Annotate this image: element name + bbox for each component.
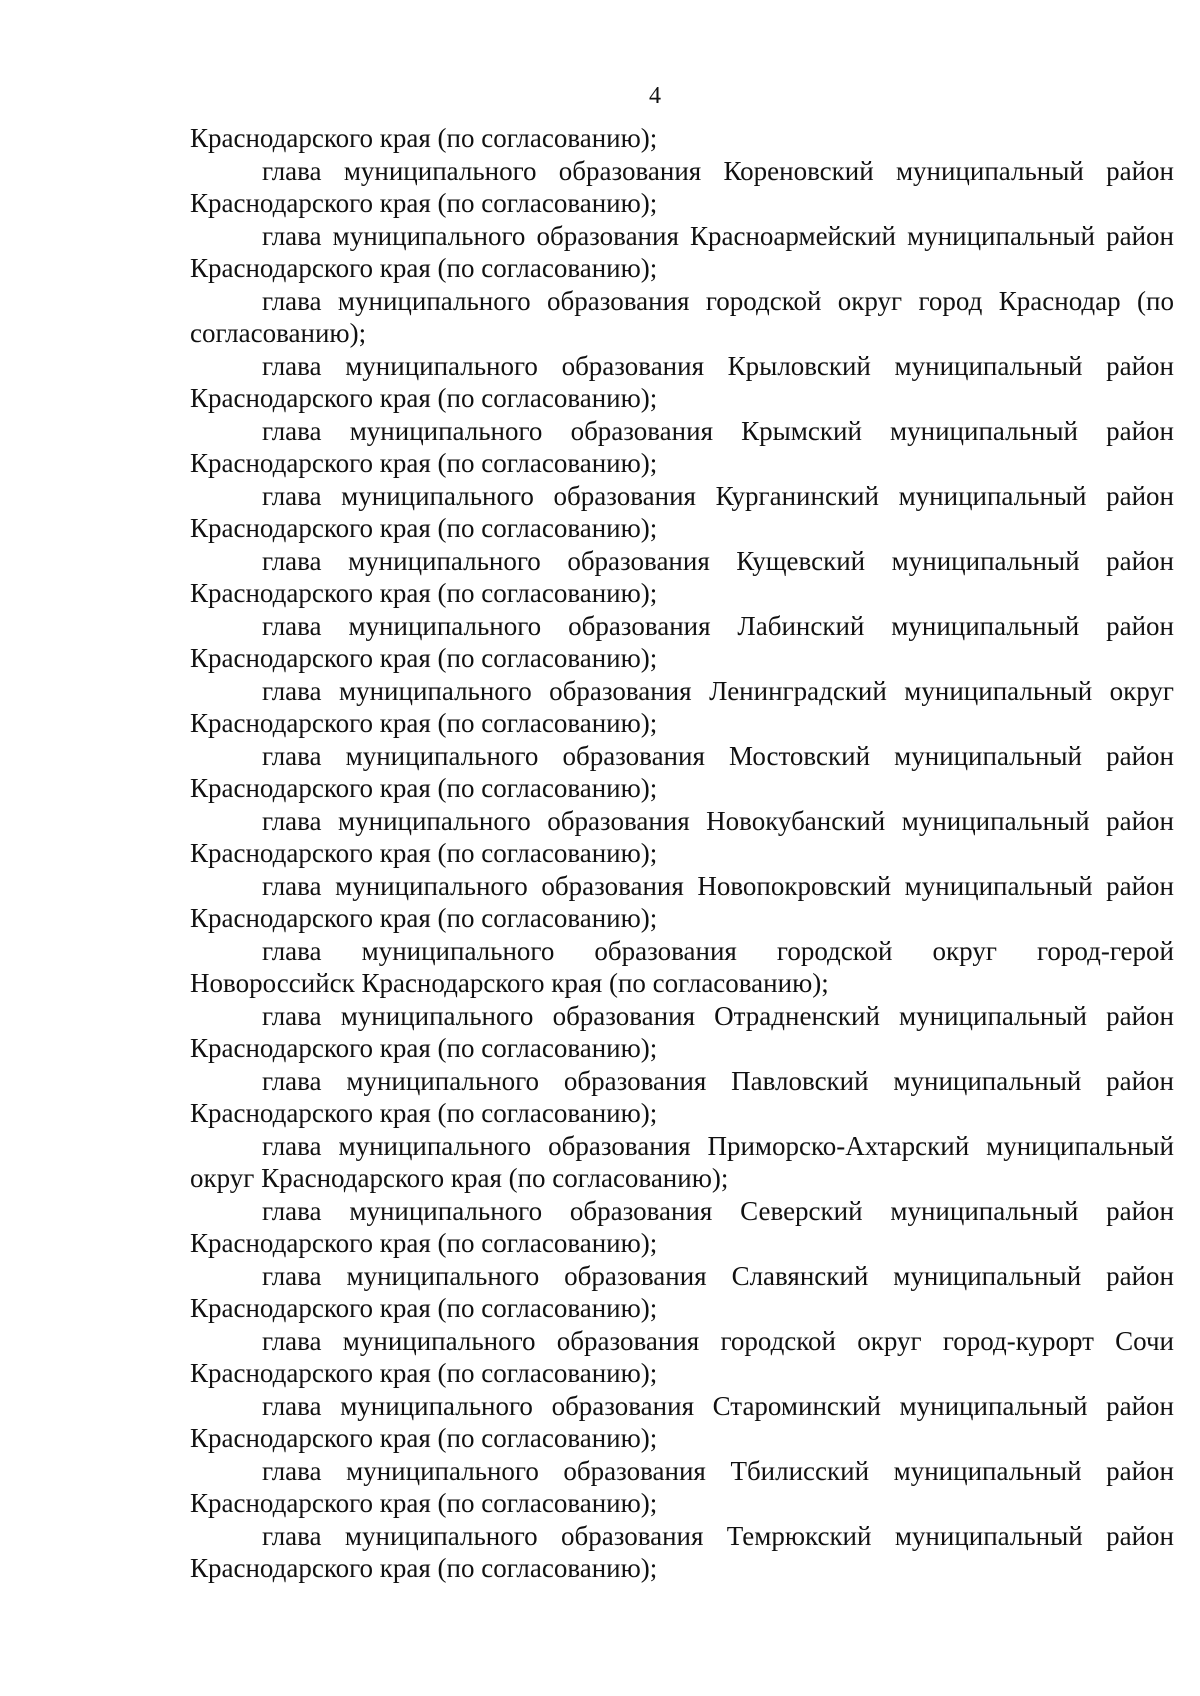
list-item: глава муниципального образования Крыловский муниципальный район Краснодарского края (по согласованию);: [190, 350, 1174, 413]
list-item: глава муниципального образования Красноармейский муниципальный район Краснодарского края (по согласованию);: [190, 220, 1174, 283]
list-item: глава муниципального образования Тбилисский муниципальный район Краснодарского края (по согласованию);: [190, 1455, 1174, 1518]
list-item: глава муниципального образования Крымский муниципальный район Краснодарского края (по согласованию);: [190, 415, 1174, 478]
list-item: глава муниципального образования Курганинский муниципальный район Краснодарского края (по согласованию);: [190, 480, 1174, 543]
list-item: глава муниципального образования Отрадненский муниципальный район Краснодарского края (по согласованию);: [190, 1000, 1174, 1063]
list-item: глава муниципального образования Приморско-Ахтарский муниципальный округ Краснодарского края (по согласованию);: [190, 1130, 1174, 1193]
list-item: глава муниципального образования Павловский муниципальный район Краснодарского края (по согласованию);: [190, 1065, 1174, 1128]
list-item: глава муниципального образования Славянский муниципальный район Краснодарского края (по согласованию);: [190, 1260, 1174, 1323]
list-item: глава муниципального образования Кущевский муниципальный район Краснодарского края (по согласованию);: [190, 545, 1174, 608]
list-item: глава муниципального образования Мостовский муниципальный район Краснодарского края (по согласованию);: [190, 740, 1174, 803]
list-item: глава муниципального образования Лабинский муниципальный район Краснодарского края (по согласованию);: [190, 610, 1174, 673]
list-item: Краснодарского края (по согласованию);: [190, 123, 658, 153]
list-item: глава муниципального образования Новопокровский муниципальный район Краснодарского края (по согласованию);: [190, 870, 1174, 933]
list-item: глава муниципального образования городской округ город-курорт Сочи Краснодарского края (по согласованию);: [190, 1325, 1174, 1388]
list-item: глава муниципального образования Темрюкский муниципальный район Краснодарского края (по согласованию);: [190, 1520, 1174, 1583]
list-item: глава муниципального образования Ленинградский муниципальный округ Краснодарского края (по согласованию);: [190, 675, 1174, 738]
list-item: глава муниципального образования Староминский муниципальный район Краснодарского края (по согласованию);: [190, 1390, 1174, 1453]
document-body: [190, 122, 1174, 1585]
list-item: глава муниципального образования городской округ город Краснодар (по согласованию);: [190, 285, 1174, 348]
list-item: глава муниципального образования Новокубанский муниципальный район Краснодарского края (по согласованию);: [190, 805, 1174, 868]
list-item: глава муниципального образования Северский муниципальный район Краснодарского края (по согласованию);: [190, 1195, 1174, 1258]
list-item: глава муниципального образования Кореновский муниципальный район Краснодарского края (по согласованию);: [190, 155, 1174, 218]
page-number: 4: [649, 83, 661, 109]
list-item: глава муниципального образования городской округ город-герой Новороссийск Краснодарского края (по согласованию);: [190, 935, 1174, 998]
